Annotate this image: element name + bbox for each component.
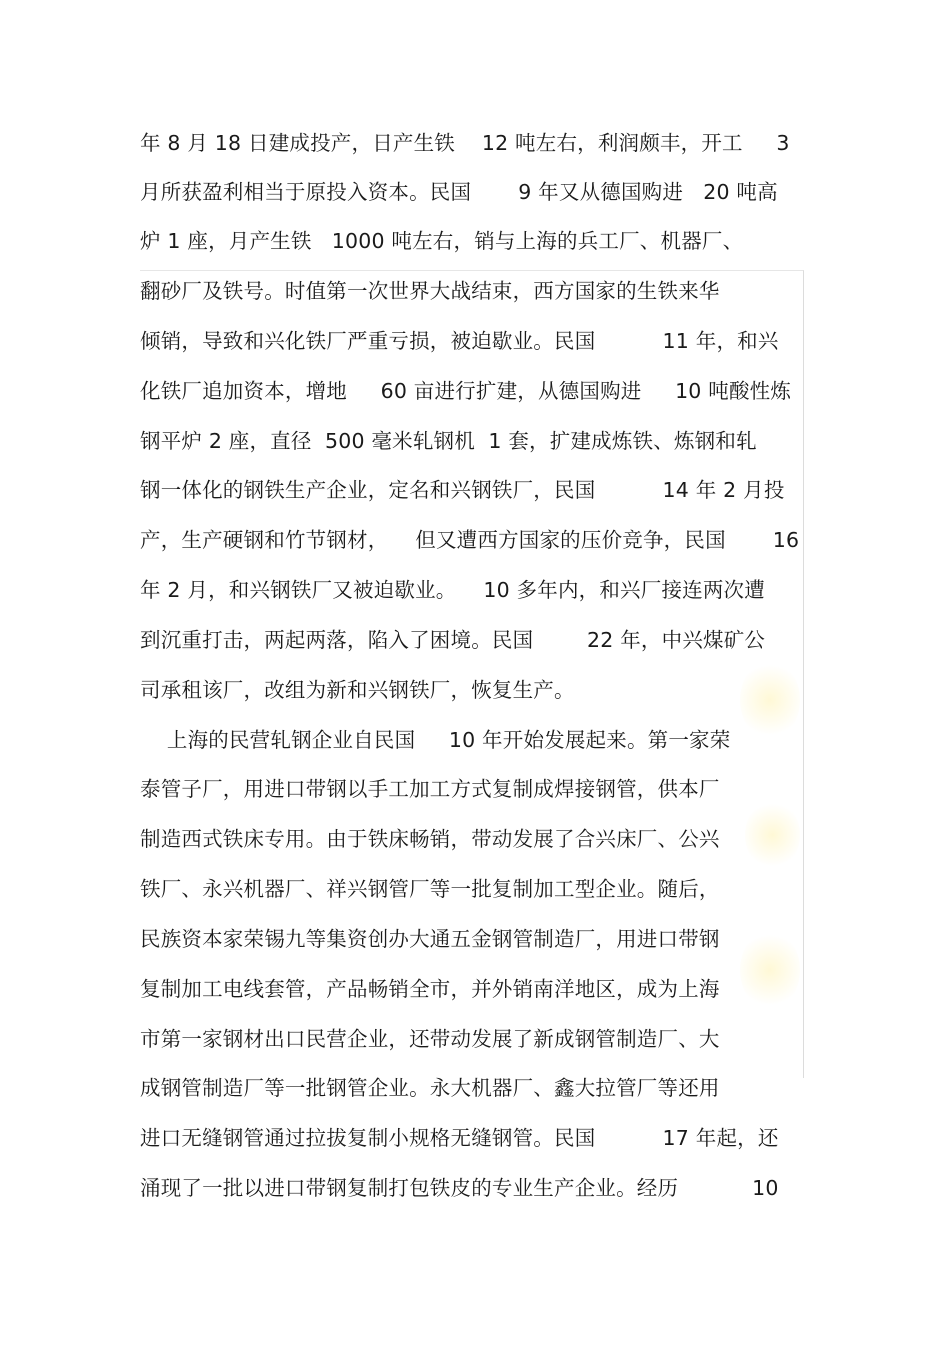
text-line: 到沉重打击，两起两落，陷入了困境。民国 22 年，中兴煤矿公 — [140, 628, 766, 652]
text-line: 炉 1 座，月产生铁 1000 吨左右，销与上海的兵工厂、机器厂、 — [140, 229, 744, 253]
text-line: 倾销，导致和兴化铁厂严重亏损，被迫歇业。民国 11 年，和兴 — [140, 329, 779, 353]
text-line: 进口无缝钢管通过拉拔复制小规格无缝钢管。民国 17 年起，还 — [140, 1126, 779, 1150]
text-line: 制造西式铁床专用。由于铁床畅销，带动发展了合兴床厂、公兴 — [140, 827, 720, 851]
text-line: 翻砂厂及铁号。时值第一次世界大战结束，西方国家的生铁来华 — [140, 279, 720, 303]
text-line: 化铁厂追加资本，增地 60 亩进行扩建，从德国购进 10 吨酸性炼 — [140, 379, 792, 403]
text-line: 民族资本家荣锡九等集资创办大通五金钢管制造厂，用进口带钢 — [140, 927, 720, 951]
text-line: 上海的民营轧钢企业自民国 10 年开始发展起来。第一家荣 — [140, 728, 731, 752]
text-line: 成钢管制造厂等一批钢管企业。永大机器厂、鑫大拉管厂等还用 — [140, 1076, 720, 1100]
paper-stain — [740, 930, 800, 1010]
text-line: 年 8 月 18 日建成投产，日产生铁 12 吨左右，利润颇丰，开工 3 — [140, 131, 790, 155]
text-line: 复制加工电线套管，产品畅销全市，并外销南洋地区，成为上海 — [140, 977, 720, 1001]
text-line: 泰管子厂，用进口带钢以手工加工方式复制成焊接钢管，供本厂 — [140, 777, 720, 801]
text-line: 市第一家钢材出口民营企业，还带动发展了新成钢管制造厂、大 — [140, 1027, 720, 1051]
text-line: 钢一体化的钢铁生产企业，定名和兴钢铁厂，民国 14 年 2 月投 — [140, 478, 785, 502]
text-line: 司承租该厂，改组为新和兴钢铁厂，恢复生产。 — [140, 678, 575, 702]
text-line: 月所获盈利相当于原投入资本。民国 9 年又从德国购进 20 吨高 — [140, 180, 778, 204]
text-line: 钢平炉 2 座，直径 500 毫米轧钢机 1 套，扩建成炼铁、炼钢和轧 — [140, 429, 757, 453]
paper-stain — [745, 800, 800, 870]
text-line: 涌现了一批以进口带钢复制打包铁皮的专业生产企业。经历 10 — [140, 1176, 779, 1200]
text-line: 年 2 月，和兴钢铁厂又被迫歇业。 10 多年内，和兴厂接连两次遭 — [140, 578, 765, 602]
text-line: 产，生产硬钢和竹节钢材， 但又遭西方国家的压价竞争，民国 16 — [140, 528, 800, 552]
text-line: 铁厂、永兴机器厂、祥兴钢管厂等一批复制加工型企业。随后， — [140, 877, 720, 901]
paper-stain — [740, 660, 800, 740]
